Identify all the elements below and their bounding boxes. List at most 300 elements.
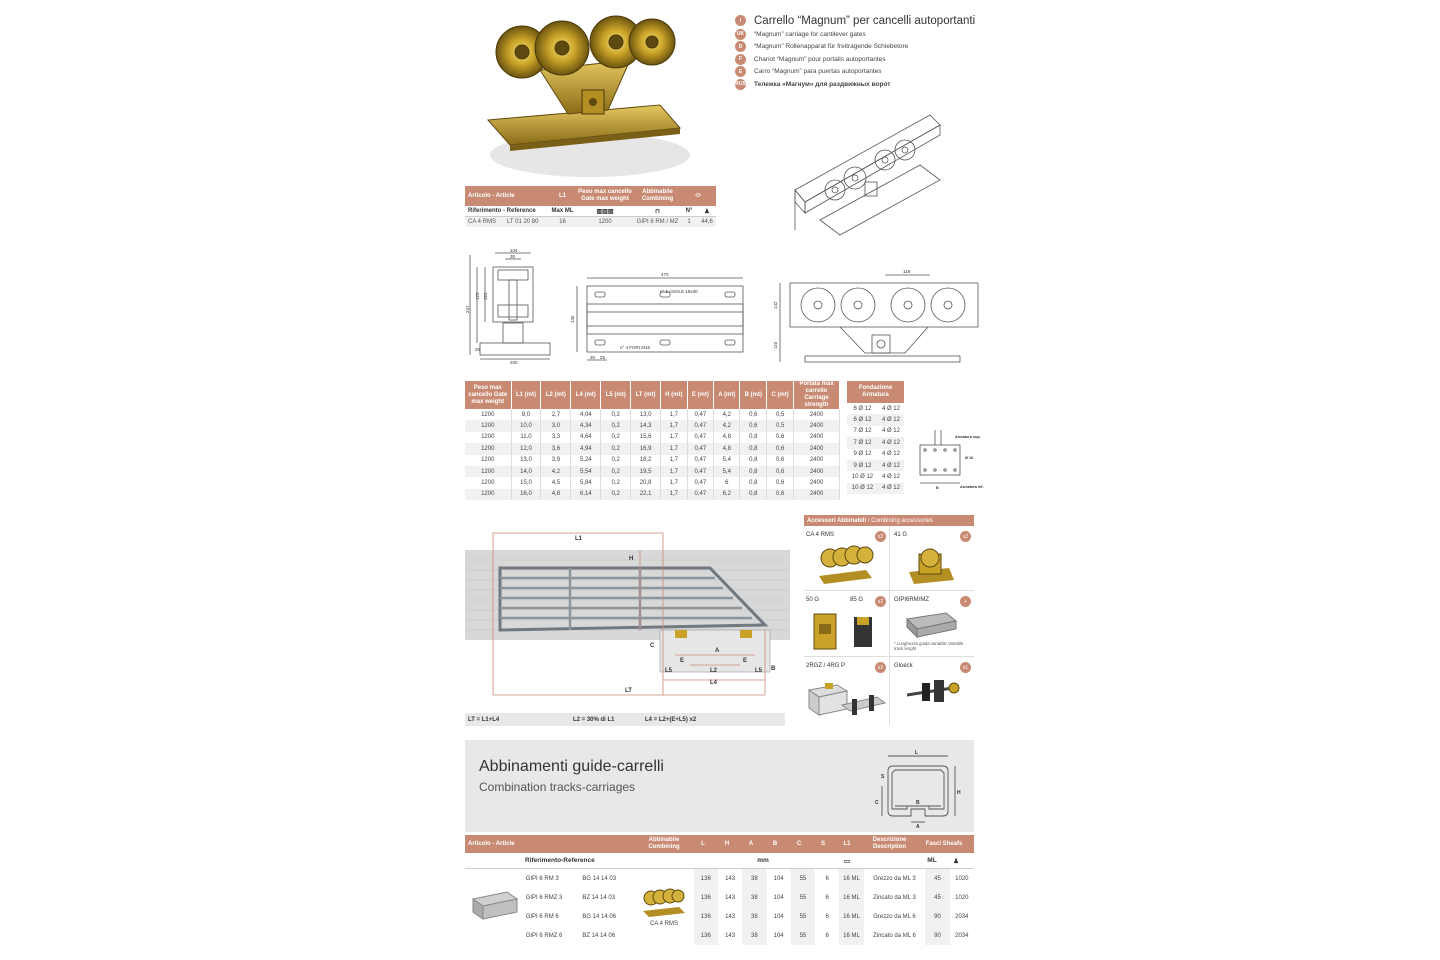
- combination-title-it: Abbinamenti guide-carrelli: [479, 758, 664, 775]
- cell: 4,2: [541, 466, 571, 477]
- cell: 0,8: [740, 489, 767, 500]
- accessory-label-2: 85 G: [850, 597, 864, 603]
- qty-badge: x2: [875, 662, 886, 673]
- cell: 4 Ø 12: [881, 474, 900, 481]
- title-block: [735, 13, 995, 91]
- bracket-thumb: [809, 609, 884, 654]
- title-e: Carro “Magnum” para puertas autoportantes: [754, 68, 882, 76]
- comb-h-l: L: [701, 841, 705, 847]
- cell: 1,7: [660, 455, 687, 466]
- cell: 6 Ø 12: [853, 405, 872, 412]
- cell: 0,47: [687, 409, 713, 420]
- combining-header: Abbinabile Combining: [641, 189, 674, 202]
- dim-a: 20: [590, 355, 596, 360]
- cell: 38: [742, 926, 766, 945]
- table-row: [465, 432, 840, 443]
- accessory-ca4rms: [804, 526, 890, 591]
- accessories-title-en: Combining accessories: [871, 517, 934, 524]
- cell: GIPI 6 RM 6: [525, 913, 559, 920]
- carriage-thumb: [816, 544, 876, 586]
- comb-h-c: C: [796, 841, 802, 847]
- dim-w2: 30: [510, 254, 516, 259]
- foundation-rebar-drawing: [905, 425, 985, 495]
- dim-front-h1: 142: [773, 301, 778, 309]
- gate-label-c: C: [650, 643, 655, 649]
- lang-badge-uk: UK: [735, 29, 746, 40]
- cell: 5,54: [571, 466, 601, 477]
- spec-h-h: H (mt): [660, 381, 687, 409]
- qty-badge: +: [960, 596, 971, 607]
- cell: 9 Ø 12: [853, 451, 872, 458]
- cell: 18,2: [631, 455, 661, 466]
- cell: 55: [791, 888, 815, 907]
- title-f: Chariot “Magnum” pour portails autoportantes: [754, 55, 886, 63]
- cell: 4 Ø 12: [878, 460, 904, 471]
- cell: 0,2: [601, 489, 631, 500]
- cell: 0,6: [740, 409, 767, 420]
- cell: 4,34: [571, 420, 601, 431]
- foundation-table: [847, 381, 904, 494]
- combination-banner: [465, 740, 974, 832]
- cell: 0,47: [687, 443, 713, 454]
- comb-h-ml: ML: [927, 857, 937, 864]
- side-view-drawing: [465, 245, 560, 365]
- cell: 143: [725, 913, 736, 920]
- cell: 6,14: [571, 489, 601, 500]
- end-stop-thumb: [807, 675, 887, 720]
- cell: 5,24: [571, 455, 601, 466]
- dim-h2: 121: [483, 292, 488, 300]
- cell: 1200: [465, 409, 511, 420]
- cell: 2,7: [541, 409, 571, 420]
- cell: 143: [725, 875, 736, 882]
- article-l1: 16: [559, 219, 566, 225]
- gate-label-lt: LT: [625, 688, 632, 694]
- cell: 0,5: [767, 420, 794, 431]
- table-row: [847, 460, 904, 471]
- cell: 90: [925, 926, 949, 945]
- cell: 16 ML: [839, 869, 863, 888]
- cell: 19,5: [631, 466, 661, 477]
- cell: 5,4: [714, 466, 740, 477]
- cell: 16,9: [631, 443, 661, 454]
- comb-h-a: A: [748, 841, 754, 847]
- cell: 1200: [465, 420, 511, 431]
- cell: 0,8: [740, 443, 767, 454]
- cell: GIPI 6 RM 3: [525, 875, 559, 882]
- spec-h-strength: Portata max carrello Carriage strength: [794, 381, 840, 409]
- cell: 4,04: [571, 409, 601, 420]
- cell: 2034: [955, 913, 969, 920]
- table-row: [847, 426, 904, 437]
- cell: Zincato da ML 3: [873, 894, 916, 901]
- cell: 136: [694, 869, 718, 888]
- comb-h-reference: Riferimento-Reference: [525, 857, 595, 864]
- spec-h-l4: L4 (mt): [571, 381, 601, 409]
- cell: 3,0: [541, 420, 571, 431]
- table-row: [847, 403, 904, 414]
- profile-label-h: H: [957, 790, 961, 796]
- cell: Zincato da ML 6: [873, 932, 916, 939]
- cell: 4 Ø 12: [878, 414, 904, 425]
- dim-base: 200: [510, 360, 518, 365]
- comb-h-article: Articolo - Article: [468, 841, 515, 847]
- accessory-50g-85g: [804, 591, 890, 657]
- cell: 0,47: [687, 432, 713, 443]
- cell: 3,6: [541, 443, 571, 454]
- cell: 1,7: [660, 477, 687, 488]
- table-row: [847, 449, 904, 460]
- lang-badge-it: I: [735, 15, 746, 26]
- isometric-drawing: [790, 110, 945, 240]
- cell: 13,0: [511, 455, 541, 466]
- gate-l1-icon: ▭: [843, 857, 851, 865]
- spec-h-e: E (mt): [687, 381, 713, 409]
- cell: 45: [925, 869, 949, 888]
- track-note: * Lunghezza guida variabile Variable track lenght: [894, 641, 964, 651]
- article-header: Articolo - Article: [468, 193, 515, 199]
- accessories-header: [804, 515, 974, 526]
- rebar-lower-label: Armatura inf.: [960, 485, 984, 489]
- cell: 38: [742, 907, 766, 926]
- rebar-upper-label: Armatura sup.: [955, 435, 981, 439]
- spec-h-a: A (mt): [714, 381, 740, 409]
- cell: 0,47: [687, 420, 713, 431]
- cell: 4,8: [714, 443, 740, 454]
- cell: Grezzo da ML 3: [873, 875, 916, 882]
- formula-l2: L2 = 30% di L1: [573, 716, 615, 723]
- track-icon: ⊓: [655, 208, 660, 215]
- cell: 1200: [465, 466, 511, 477]
- cell: 14,0: [511, 466, 541, 477]
- qty-badge: x1: [960, 662, 971, 673]
- comb-h-combining: Abbinabile Combining: [648, 837, 680, 850]
- cell: 1200: [465, 455, 511, 466]
- cell: 10 Ø 12: [847, 483, 878, 494]
- wheel-icon: ⬭: [695, 192, 701, 199]
- n-header: N°: [685, 208, 693, 214]
- cell: 2034: [955, 932, 969, 939]
- comb-weight-icon: ♟: [953, 857, 959, 865]
- cell: 14,3: [631, 420, 661, 431]
- table-row: [465, 443, 840, 454]
- cell: BZ 14 14 03: [582, 894, 616, 901]
- qty-badge: x2: [875, 531, 886, 542]
- gate-label-l1: L1: [575, 536, 583, 542]
- cell: 4,8: [541, 489, 571, 500]
- dim-w1: 104: [510, 248, 518, 253]
- table-row: [465, 455, 840, 466]
- cell: 1,7: [660, 489, 687, 500]
- table-row: [847, 471, 904, 482]
- lang-badge-d: D: [735, 41, 746, 52]
- table-row: [465, 888, 974, 907]
- article-code: CA 4 RMS: [468, 219, 497, 225]
- cell: 22,1: [631, 489, 661, 500]
- cell: 4,94: [571, 443, 601, 454]
- table-row: [465, 489, 840, 500]
- cell: 4,2: [714, 409, 740, 420]
- qty-badge: x2: [875, 596, 886, 607]
- cell: 9,0: [511, 409, 541, 420]
- comb-h-l1: L1: [843, 841, 851, 847]
- accessories-panel: [804, 515, 974, 725]
- cell: 4 Ø 12: [881, 428, 900, 435]
- cell: 0,6: [767, 489, 794, 500]
- gate-label-l5b: L5: [755, 668, 763, 674]
- cell: 0,6: [740, 420, 767, 431]
- cell: 55: [791, 907, 815, 926]
- cell: BZ 14 14 06: [582, 932, 616, 939]
- cell: 1020: [955, 894, 969, 901]
- cell: 16 ML: [839, 907, 863, 926]
- accessory-gloeck: [890, 657, 974, 725]
- title-uk: “Magnum” carriage for cantilever gates: [754, 30, 866, 38]
- cell: 4,5: [541, 477, 571, 488]
- cell: 2400: [794, 443, 840, 454]
- cell: 0,2: [601, 432, 631, 443]
- cell: 1,7: [660, 432, 687, 443]
- accessory-label: CA 4 RMS: [806, 532, 835, 538]
- cell: 11,0: [511, 432, 541, 443]
- cell: 0,47: [687, 477, 713, 488]
- accessory-label: Gloeck: [894, 663, 913, 669]
- track-profile-drawing: [873, 746, 963, 828]
- comb-h-mm: mm: [757, 857, 769, 864]
- cell: 2400: [794, 489, 840, 500]
- cell: 1200: [465, 477, 511, 488]
- comb-h-h: H: [724, 841, 730, 847]
- cell: 0,47: [687, 455, 713, 466]
- accessory-track: [890, 591, 974, 657]
- cell: 12,0: [511, 443, 541, 454]
- cell: 2400: [794, 466, 840, 477]
- article-weight: 1200: [598, 219, 612, 225]
- table-row: [465, 420, 840, 431]
- accessory-label: 50 G: [806, 597, 820, 603]
- cell: 1200: [465, 489, 511, 500]
- spec-h-l2: L2 (mt): [541, 381, 571, 409]
- table-row: [465, 907, 974, 926]
- holes-note: n° 4 FORI M16: [620, 345, 651, 350]
- gate-label-h: H: [629, 556, 634, 562]
- foundation-header: Fondazione Armatura: [847, 381, 904, 403]
- cell: 38: [742, 888, 766, 907]
- article-ref: LT 01 20 80: [507, 219, 539, 225]
- cell: 7 Ø 12: [853, 428, 872, 435]
- article-n: 1: [687, 219, 691, 225]
- formula-lt: LT = L1+L4: [468, 716, 500, 723]
- cell: 104: [773, 913, 784, 920]
- cell: BG 14 14 06: [582, 913, 617, 920]
- cell: GIPI 6 RMZ 3: [525, 894, 563, 901]
- carriage-photo: [480, 10, 700, 185]
- gate-illustration: [465, 530, 790, 715]
- spec-h-l1: L1 (mt): [511, 381, 541, 409]
- accessory-41g: [890, 526, 974, 591]
- cell: 16,0: [511, 489, 541, 500]
- dim-h1: 173: [475, 292, 480, 300]
- spec-h-b: B (mt): [740, 381, 767, 409]
- cell: 13,0: [631, 409, 661, 420]
- cell: 0,47: [687, 466, 713, 477]
- profile-label-s: S: [881, 774, 885, 780]
- cell: 0,6: [767, 443, 794, 454]
- gate-label-l5a: L5: [665, 668, 673, 674]
- cell: 1,7: [660, 443, 687, 454]
- cell: 9 Ø 12: [847, 460, 878, 471]
- cell: 1,7: [660, 466, 687, 477]
- cell: 136: [694, 926, 718, 945]
- cell: 0,6: [767, 455, 794, 466]
- formula-l4: L4 = L2+(E+L5) x2: [645, 716, 697, 723]
- cell: 7 Ø 12: [847, 437, 878, 448]
- table-row: [465, 466, 840, 477]
- cell: 136: [694, 907, 718, 926]
- cell: 0,6: [767, 466, 794, 477]
- cell: 2400: [794, 420, 840, 431]
- cell: 2400: [794, 477, 840, 488]
- cell: 5,84: [571, 477, 601, 488]
- rebar-diameter-label: Ø 16: [965, 456, 974, 460]
- track-thumb: [904, 609, 959, 639]
- accessories-title-sep: /: [866, 517, 872, 524]
- cell: 2400: [794, 455, 840, 466]
- accessory-label: 2RGZ / 4RG P: [806, 663, 846, 669]
- cell: 1,7: [660, 420, 687, 431]
- cell: 55: [791, 926, 815, 945]
- profile-label-c: C: [875, 800, 879, 806]
- cell: 0,2: [601, 477, 631, 488]
- cell: 2400: [794, 432, 840, 443]
- table-row: [465, 409, 840, 420]
- dim-wheel-spacing: 118: [903, 269, 911, 274]
- gate-label-e2: E: [743, 658, 748, 664]
- cell: 2400: [794, 409, 840, 420]
- formula-bar: [465, 713, 785, 726]
- cell: 6: [825, 932, 829, 939]
- cell: 6,2: [714, 489, 740, 500]
- table-row: [847, 437, 904, 448]
- cell: 0,47: [687, 489, 713, 500]
- cell: 1200: [465, 443, 511, 454]
- carriage-label: CA 4 RMS: [649, 921, 678, 927]
- cell: 45: [925, 888, 949, 907]
- cell: 16 ML: [839, 888, 863, 907]
- cell: 4 Ø 12: [881, 405, 900, 412]
- accessories-title-it: Accessori Abbinabili: [807, 517, 867, 524]
- cell: 0,8: [740, 455, 767, 466]
- cell: 0,2: [601, 466, 631, 477]
- cell: 6: [714, 477, 740, 488]
- cell: 1200: [465, 432, 511, 443]
- profile-label-l: L: [915, 750, 919, 756]
- weight-gate-icon: ▥▥▧: [596, 208, 614, 215]
- cell: 104: [773, 932, 784, 939]
- rebar-b-label: B: [936, 486, 939, 490]
- lang-badge-f: F: [735, 54, 746, 65]
- comb-h-sheaves: Fasci Sheafs: [925, 840, 963, 847]
- dim-h3: 247: [465, 305, 470, 313]
- cell: 104: [773, 894, 784, 901]
- cell: BG 14 14 03: [582, 875, 617, 882]
- lang-badge-rus: RUS: [735, 79, 746, 90]
- gate-label-e1: E: [680, 658, 685, 664]
- spec-h-lt: LT (mt): [631, 381, 661, 409]
- article-table: [465, 186, 716, 227]
- slots-note: n° 6 ASOLE 18x30: [660, 289, 698, 294]
- cell: 3,9: [541, 455, 571, 466]
- table-row: [847, 414, 904, 425]
- cell: 0,2: [601, 455, 631, 466]
- l1-header: L1: [558, 193, 566, 199]
- accessory-label: GIPI6RM/MZ: [894, 597, 930, 603]
- maxml-header: Max ML: [551, 208, 574, 214]
- dim-front-h2: 110: [773, 341, 778, 349]
- cell: 0,2: [601, 420, 631, 431]
- spec-header-row: [465, 381, 840, 409]
- cell: 143: [725, 894, 736, 901]
- table-row: [465, 477, 840, 488]
- title-d: “Magnum” Rollenapparat für freitragende Schiebetore: [754, 43, 909, 51]
- cell: 38: [742, 869, 766, 888]
- dim-width: 145: [570, 315, 575, 323]
- combination-title-en: Combination tracks-carriages: [479, 780, 636, 794]
- spec-h-c: C (mt): [767, 381, 794, 409]
- cell: 10,0: [511, 420, 541, 431]
- front-view-drawing: [770, 265, 980, 365]
- gate-label-l2: L2: [710, 668, 718, 674]
- cell: 0,5: [767, 409, 794, 420]
- cell: 6: [825, 894, 829, 901]
- title-rus: Тележка «Магнум» для раздвижных ворот: [754, 80, 891, 88]
- spec-table: [465, 381, 840, 500]
- spec-h-l5: L5 (mt): [601, 381, 631, 409]
- spec-h-weight: Peso max cancello Gate max weight: [465, 381, 511, 409]
- profile-label-a: A: [916, 824, 920, 828]
- comb-h-desc: Descrizione Description: [872, 837, 907, 850]
- lang-badge-e: E: [735, 66, 746, 77]
- cell: 6 Ø 12: [847, 414, 878, 425]
- cell: 4,8: [714, 432, 740, 443]
- article-kg: 44,6: [701, 219, 713, 225]
- comb-h-b: B: [772, 841, 778, 847]
- cell: 4,64: [571, 432, 601, 443]
- dim-h4: 25: [475, 347, 481, 352]
- gate-label-l4: L4: [710, 680, 718, 686]
- article-row: [465, 217, 716, 227]
- cell: 143: [725, 932, 736, 939]
- cell: 104: [773, 875, 784, 882]
- weight-header: Peso max cancello Gate max weight: [578, 189, 632, 202]
- cell: 16 ML: [839, 926, 863, 945]
- cell: GIPI 6 RMZ 6: [525, 932, 563, 939]
- top-view-drawing: [565, 268, 755, 366]
- combination-table: [465, 835, 974, 945]
- cell: 4,2: [714, 420, 740, 431]
- cell: 1020: [955, 875, 969, 882]
- cell: 4 Ø 12: [881, 451, 900, 458]
- gate-label-b: B: [771, 666, 776, 672]
- weight-icon: ♟: [704, 208, 710, 215]
- cell: 3,3: [541, 432, 571, 443]
- accessory-2rgz: [804, 657, 890, 725]
- table-row: [465, 869, 974, 888]
- cell: 0,8: [740, 477, 767, 488]
- cell: 1,7: [660, 409, 687, 420]
- cell: 0,8: [740, 432, 767, 443]
- comb-h-s: S: [820, 841, 825, 847]
